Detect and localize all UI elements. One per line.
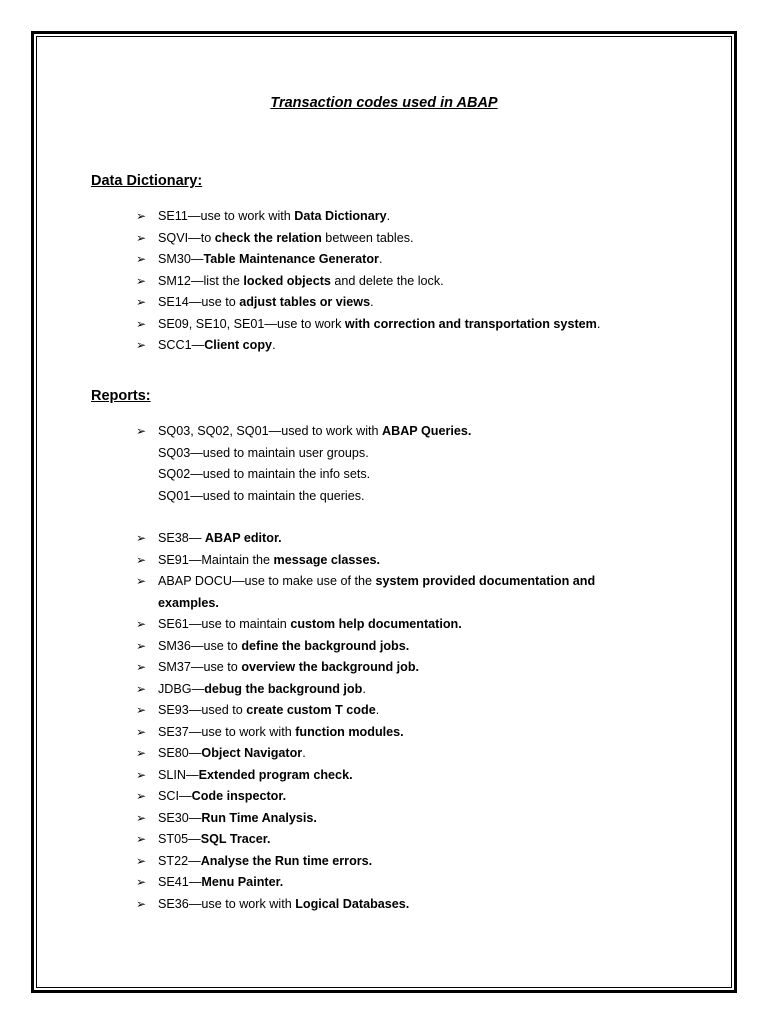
tcode-emphasis: Code inspector.: [191, 789, 287, 803]
arrowhead-bullet-icon: ➢: [136, 810, 147, 825]
subitem-text: SQ02—used to maintain the info sets.: [158, 467, 371, 481]
list-item: ➢ ST05—SQL Tracer.: [136, 829, 656, 851]
tcode: ST22: [158, 853, 189, 868]
tcode: SE61: [158, 617, 189, 631]
tcode-emphasis: custom help documentation.: [290, 617, 462, 631]
tcode-suffix: .: [596, 316, 601, 331]
tcode-emphasis: locked objects: [243, 273, 331, 288]
section-heading-reports: Reports:: [91, 388, 151, 404]
tcode-emphasis: overview the background job.: [241, 660, 420, 674]
arrowhead-bullet-icon: ➢: [136, 853, 147, 868]
list-item: ➢ SE36—use to work with Logical Databases.: [136, 894, 656, 916]
tcode: SLIN: [158, 767, 186, 782]
tcode-emphasis: function modules.: [295, 724, 404, 739]
tcode-emphasis: system provided documentation and examples.: [158, 574, 596, 610]
section-heading-data-dictionary: Data Dictionary:: [91, 173, 203, 189]
tcode: SQVI: [158, 230, 189, 245]
tcode-emphasis: Table Maintenance Generator: [203, 252, 379, 266]
arrowhead-bullet-icon: ➢: [136, 574, 147, 588]
arrowhead-bullet-icon: ➢: [136, 617, 147, 631]
tcode: ST05: [158, 832, 189, 846]
tcode-emphasis: Client copy: [204, 338, 273, 352]
list-item: ➢ SQVI—to check the relation between tables.: [136, 228, 656, 250]
arrowhead-bullet-icon: ➢: [136, 746, 147, 760]
tcode-description: list the: [203, 273, 244, 288]
tcode-suffix: .: [362, 681, 366, 696]
tcode: SE11: [158, 209, 188, 223]
tcode: SCC1: [158, 338, 192, 352]
arrowhead-bullet-icon: ➢: [136, 252, 147, 266]
list-item: ➢ ABAP DOCU—use to make use of the system provided documentation and examples.: [136, 571, 656, 614]
tcode-description: use to: [201, 295, 240, 309]
document-title: Transaction codes used in ABAP: [270, 95, 498, 111]
tcode-description: use to work with: [201, 896, 296, 911]
tcode-emphasis: Object Navigator: [201, 746, 303, 760]
list-item: ➢ SCC1—Client copy.: [136, 335, 656, 357]
list-item: ➢ SM37—use to overview the background job.: [136, 657, 656, 679]
list-item: ➢ SE38— ABAP editor.: [136, 528, 656, 550]
tcode: SE93: [158, 703, 189, 717]
tcode: SM30: [158, 252, 191, 266]
tcode-emphasis: Analyse the Run time errors.: [200, 853, 373, 868]
tcode: SE38: [158, 531, 189, 545]
tcode-emphasis: Logical Databases.: [295, 896, 410, 911]
tcode: SM36: [158, 638, 191, 653]
list-item: ➢ SCI—Code inspector.: [136, 786, 656, 808]
arrowhead-bullet-icon: ➢: [136, 767, 147, 782]
list-spacer: [136, 507, 656, 528]
list-item: ➢ SM36—use to define the background jobs.: [136, 636, 656, 658]
tcode: SCI: [158, 789, 179, 803]
tcode: SE14: [158, 295, 189, 309]
tcode: SM12: [158, 273, 191, 288]
arrowhead-bullet-icon: ➢: [136, 552, 147, 567]
tcode-description: used to: [201, 703, 247, 717]
arrowhead-bullet-icon: ➢: [136, 338, 147, 352]
tcode: SE37: [158, 724, 189, 739]
tcode-emphasis: ABAP editor.: [204, 531, 282, 545]
tcode-suffix: between tables.: [321, 230, 414, 245]
arrowhead-bullet-icon: ➢: [136, 875, 147, 889]
subitem-text: SQ03—used to maintain user groups.: [158, 445, 369, 460]
arrowhead-bullet-icon: ➢: [136, 209, 147, 223]
tcode-suffix: .: [302, 746, 306, 760]
list-item: ➢ SM12—list the locked objects and delete the lock.: [136, 271, 656, 293]
tcode: SE91: [158, 552, 189, 567]
tcode: ABAP DOCU: [158, 574, 232, 588]
tcode-suffix: and delete the lock.: [330, 273, 444, 288]
arrowhead-bullet-icon: ➢: [136, 896, 147, 911]
tcode-suffix: .: [378, 252, 383, 266]
tcode-emphasis: SQL Tracer.: [200, 832, 271, 846]
tcode-description: use to make use of the: [244, 574, 376, 588]
arrowhead-bullet-icon: ➢: [136, 424, 147, 438]
list-subitem: [136, 486, 656, 508]
tcode-emphasis: create custom T code: [246, 703, 376, 717]
tcode: JDBG: [158, 681, 192, 696]
tcode-emphasis: Run Time Analysis.: [201, 810, 317, 825]
list-item: ➢ JDBG—debug the background job.: [136, 679, 656, 701]
tcode-suffix: .: [386, 209, 391, 223]
list-item: ➢ SE80—Object Navigator.: [136, 743, 656, 765]
arrowhead-bullet-icon: ➢: [136, 531, 147, 545]
list-subitem: [136, 464, 656, 486]
tcode-suffix: .: [272, 338, 276, 352]
list-item: ➢ ST22—Analyse the Run time errors.: [136, 851, 656, 873]
reports-list: [136, 421, 656, 915]
tcode-description: used to work with: [281, 424, 382, 438]
tcode: SQ03, SQ02, SQ01: [158, 424, 269, 438]
list-item: ➢ SE09, SE10, SE01—use to work with correction and transportation system.: [136, 314, 656, 336]
list-item: ➢ SE91—Maintain the message classes.: [136, 550, 656, 572]
list-item: ➢ SLIN—Extended program check.: [136, 765, 656, 787]
tcode-description: to: [200, 230, 215, 245]
tcode-description: Maintain the: [201, 552, 274, 567]
tcode-description: use to work with: [200, 209, 295, 223]
tcode-emphasis: Menu Painter.: [201, 875, 284, 889]
tcode-emphasis: check the relation: [214, 230, 322, 245]
tcode: SE30: [158, 810, 189, 825]
tcode-emphasis: ABAP Queries.: [382, 424, 472, 438]
tcode-emphasis: with correction and transportation system: [344, 316, 597, 331]
tcode-description: use to: [203, 638, 242, 653]
tcode-emphasis: message classes.: [273, 552, 380, 567]
list-item: ➢ SE14—use to adjust tables or views.: [136, 292, 656, 314]
arrowhead-bullet-icon: ➢: [136, 703, 147, 717]
list-item: ➢ SM30—Table Maintenance Generator.: [136, 249, 656, 271]
tcode: SE80: [158, 746, 189, 760]
tcode-emphasis: adjust tables or views: [239, 295, 371, 309]
list-item: ➢ SE61—use to maintain custom help documentation.: [136, 614, 656, 636]
subitem-text: SQ01—used to maintain the queries.: [158, 488, 365, 503]
tcode-suffix: .: [370, 295, 374, 309]
data-dictionary-list: [136, 206, 656, 357]
arrowhead-bullet-icon: ➢: [136, 295, 147, 309]
arrowhead-bullet-icon: ➢: [136, 681, 147, 696]
arrowhead-bullet-icon: ➢: [136, 724, 147, 739]
list-subitem: [136, 443, 656, 465]
tcode-description: use to work with: [201, 724, 296, 739]
tcode-emphasis: Extended program check.: [198, 767, 353, 782]
arrowhead-bullet-icon: ➢: [136, 660, 147, 674]
arrowhead-bullet-icon: ➢: [136, 273, 147, 288]
list-item: ➢ SE41—Menu Painter.: [136, 872, 656, 894]
arrowhead-bullet-icon: ➢: [136, 316, 147, 331]
tcode: SM37: [158, 660, 191, 674]
tcode-description: use to: [203, 660, 242, 674]
tcode: SE36: [158, 896, 189, 911]
list-item: ➢ SE93—used to create custom T code.: [136, 700, 656, 722]
tcode-emphasis: Data Dictionary: [294, 209, 387, 223]
arrowhead-bullet-icon: ➢: [136, 638, 147, 653]
tcode-emphasis: define the background jobs.: [241, 638, 410, 653]
tcode-suffix: .: [375, 703, 380, 717]
list-item: ➢ SE37—use to work with function modules.: [136, 722, 656, 744]
tcode-description: use to maintain: [201, 617, 291, 631]
list-item: ➢ SE30—Run Time Analysis.: [136, 808, 656, 830]
tcode-description: use to work: [277, 316, 345, 331]
tcode-emphasis: debug the background job: [204, 681, 363, 696]
list-item: ➢ SE11—use to work with Data Dictionary.: [136, 206, 656, 228]
arrowhead-bullet-icon: ➢: [136, 789, 147, 803]
list-item: ➢ SQ03, SQ02, SQ01—used to work with ABAP Queries.: [136, 421, 656, 443]
arrowhead-bullet-icon: ➢: [136, 832, 147, 846]
tcode: SE09, SE10, SE01: [158, 316, 265, 331]
tcode: SE41: [158, 875, 189, 889]
arrowhead-bullet-icon: ➢: [136, 230, 147, 245]
